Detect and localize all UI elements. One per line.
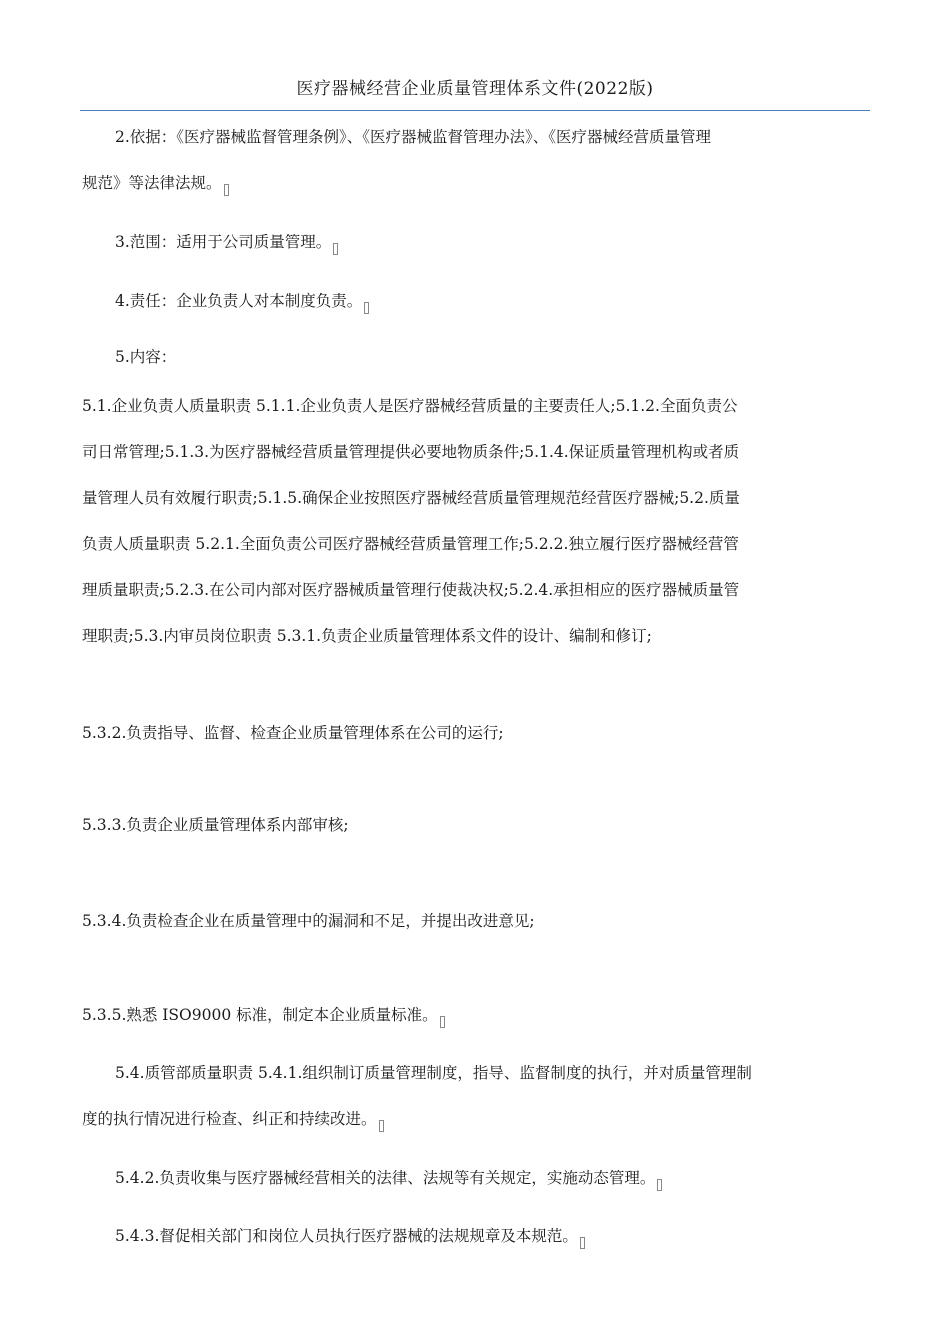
- paragraph-5-4-continued: [82, 1096, 872, 1142]
- paragraph-5-3-5-text: 5.3.5.熟悉 ISO9000 标准，制定本企业质量标准。: [82, 1006, 438, 1024]
- paragraph-mark-icon: [224, 184, 229, 196]
- paragraph-5-4-3-text: 5.4.3.督促相关部门和岗位人员执行医疗器械的法规规章及本规范。: [115, 1227, 578, 1245]
- paragraph-5-3-3: [82, 802, 872, 848]
- paragraph-responsibility: [82, 278, 872, 324]
- paragraph-scope-text: 3.范围：适用于公司质量管理。: [115, 233, 332, 251]
- paragraph-mark-icon: [657, 1179, 662, 1191]
- paragraph-mark-icon: [364, 302, 369, 314]
- paragraph-5-3-2-text: 5.3.2.负责指导、监督、检查企业质量管理体系在公司的运行;: [82, 724, 504, 742]
- document-header-title: 医疗器械经营企业质量管理体系文件(2022版): [296, 79, 654, 99]
- paragraph-5-4: [82, 1050, 872, 1096]
- paragraph-basis-line-1: 2.依据：《医疗器械监督管理条例》、《医疗器械监督管理办法》、《医疗器械经营质量管理: [115, 128, 712, 146]
- duties-line-1: 5.1.企业负责人质量职责 5.1.1.企业负责人是医疗器械经营质量的主要责任人;5.1.2.全面负责公: [82, 397, 738, 415]
- paragraph-responsibility-text: 4.责任：企业负责人对本制度负责。: [115, 292, 363, 310]
- duties-line-4: 负责人质量职责 5.2.1.全面负责公司医疗器械经营质量管理工作;5.2.2.独立履行医疗器械经营管: [82, 535, 739, 553]
- paragraph-basis-continued: [82, 160, 872, 206]
- paragraph-mark-icon: [333, 243, 338, 255]
- paragraph-5-3-5: [82, 992, 872, 1038]
- paragraph-duties-block: [82, 383, 872, 659]
- duties-line-5: 理质量职责;5.2.3.在公司内部对医疗器械质量管理行使裁决权;5.2.4.承担相应的医疗器械质量管: [82, 581, 740, 599]
- duties-line-2: 司日常管理;5.1.3.为医疗器械经营质量管理提供必要地物质条件;5.1.4.保证质量管理机构或者质: [82, 443, 740, 461]
- paragraph-5-3-3-text: 5.3.3.负责企业质量管理体系内部审核;: [82, 816, 349, 834]
- paragraph-5-4-line-2: 度的执行情况进行检查、纠正和持续改进。: [82, 1110, 377, 1128]
- paragraph-basis: [82, 114, 872, 160]
- paragraph-scope: [82, 219, 872, 265]
- duties-line-6: 理职责;5.3.内审员岗位职责 5.3.1.负责企业质量管理体系文件的设计、编制和修订;: [82, 627, 652, 645]
- paragraph-5-3-4-text: 5.3.4.负责检查企业在质量管理中的漏洞和不足，并提出改进意见;: [82, 912, 535, 930]
- paragraph-5-3-2: [82, 710, 872, 756]
- paragraph-content-heading: [82, 334, 872, 380]
- paragraph-mark-icon: [440, 1016, 445, 1028]
- paragraph-mark-icon: [379, 1120, 384, 1132]
- paragraph-5-4-line-1: 5.4.质管部质量职责 5.4.1.组织制订质量管理制度，指导、监督制度的执行，并对质量管理制: [115, 1064, 752, 1082]
- duties-line-3: 量管理人员有效履行职责;5.1.5.确保企业按照医疗器械经营质量管理规范经营医疗器械;5.2.质量: [82, 489, 740, 507]
- paragraph-5-3-4: [82, 898, 872, 944]
- header-divider: [80, 110, 870, 111]
- paragraph-5-4-2-text: 5.4.2.负责收集与医疗器械经营相关的法律、法规等有关规定，实施动态管理。: [115, 1169, 656, 1187]
- paragraph-mark-icon: [580, 1237, 585, 1249]
- paragraph-content-heading-text: 5.内容：: [115, 348, 177, 366]
- paragraph-5-4-2: [82, 1155, 872, 1201]
- paragraph-5-4-3: [82, 1213, 872, 1259]
- paragraph-basis-line-2: 规范》等法律法规。: [82, 174, 222, 192]
